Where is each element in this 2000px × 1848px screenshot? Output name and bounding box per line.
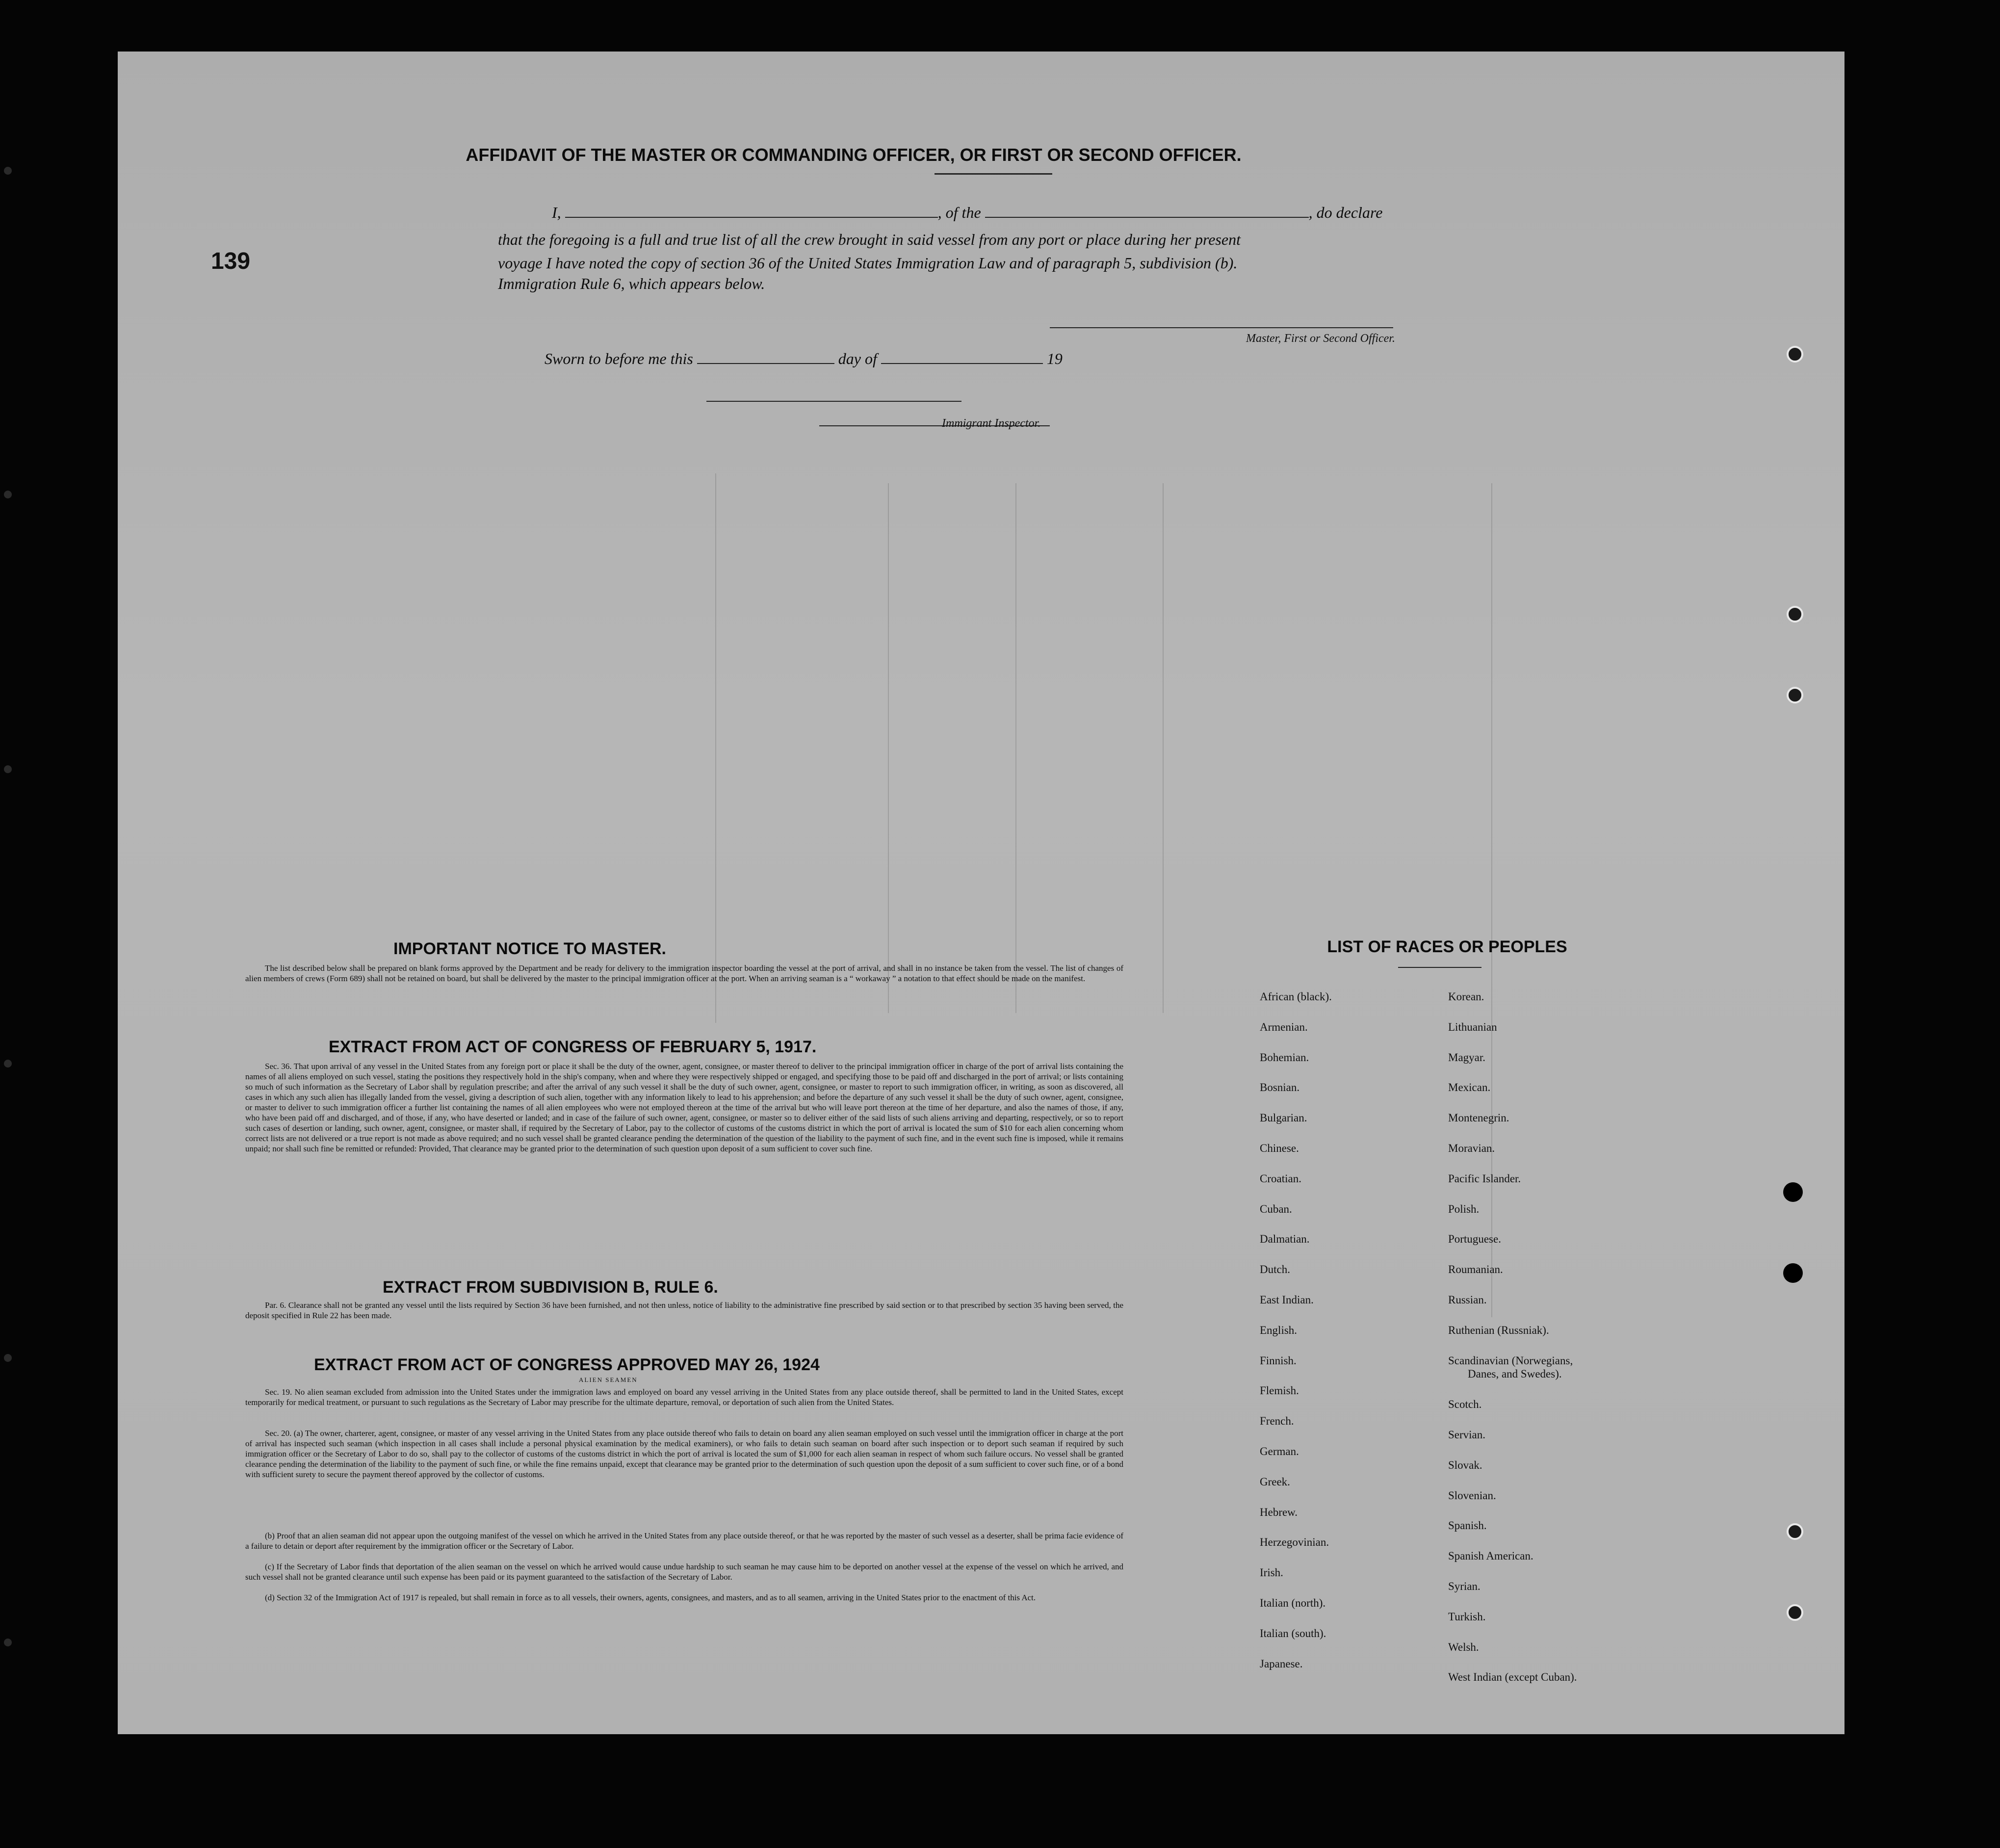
- race-item: Danes, and Swedes).: [1468, 1368, 1562, 1380]
- document-sheet: [118, 52, 1844, 1734]
- year-label: 19: [1046, 350, 1063, 367]
- race-item: Slovak.: [1448, 1458, 1482, 1471]
- race-item: Dutch.: [1260, 1263, 1290, 1276]
- bleed-through-text: [461, 434, 492, 549]
- race-item: Magyar.: [1448, 1051, 1486, 1064]
- race-item: Scandinavian (Norwegians,: [1448, 1354, 1573, 1367]
- race-item: Slovenian.: [1448, 1489, 1496, 1502]
- binding-hole: [4, 1639, 12, 1646]
- race-item: Irish.: [1260, 1566, 1283, 1579]
- affidavit-line-4: Immigration Rule 6, which appears below.: [498, 275, 765, 292]
- race-item: Finnish.: [1260, 1354, 1297, 1367]
- sworn-month-blank: [881, 352, 1043, 364]
- act-1917-title: EXTRACT FROM ACT OF CONGRESS OF FEBRUARY 5, 1917.: [329, 1038, 817, 1056]
- race-item: Italian (south).: [1260, 1627, 1326, 1640]
- bleed-column-line: [715, 473, 716, 1023]
- binding-hole: [4, 167, 12, 175]
- affidavit-declaration-line: [552, 204, 1382, 222]
- race-item: Servian.: [1448, 1428, 1486, 1441]
- punch-hole: [1787, 687, 1803, 703]
- title-underline: [935, 173, 1052, 175]
- rule-6-title: EXTRACT FROM SUBDIVISION B, RULE 6.: [383, 1278, 718, 1297]
- binding-hole: [4, 765, 12, 773]
- race-item: Flemish.: [1260, 1384, 1299, 1397]
- race-item: Pacific Islander.: [1448, 1172, 1521, 1185]
- race-item: Bohemian.: [1260, 1051, 1309, 1064]
- race-item: Polish.: [1448, 1202, 1480, 1215]
- race-item: Turkish.: [1448, 1610, 1486, 1623]
- master-signature-label: Master, First or Second Officer.: [1246, 332, 1395, 345]
- act-1924-sec-20c: (c) If the Secretary of Labor finds that deportation of the alien seaman on the vessel on which he arrived would cause undue hardship to such seaman he may cause him to be deported on another vessel at the expense of the vessel on which he arrived, and such vessel shall not be granted clearance until such expense has been paid or its payment guaranteed to the satisfaction of the Secretary of Labor.: [245, 1562, 1123, 1582]
- punch-hole: [1783, 1182, 1803, 1202]
- sworn-line: [545, 350, 1063, 368]
- race-item: Ruthenian (Russniak).: [1448, 1324, 1549, 1336]
- race-item: Italian (north).: [1260, 1596, 1326, 1609]
- race-item: Syrian.: [1448, 1580, 1481, 1592]
- race-item: Moravian.: [1448, 1142, 1495, 1154]
- race-item: Croatian.: [1260, 1172, 1301, 1185]
- notice-text: The list described below shall be prepared on blank forms approved by the Department and be ready for delivery to the immigration inspector boarding the vessel at the port of arrival, and shall in no instance be taken from the vessel. The list of changes of alien members of crews (Form 689) shall not be retained on board, but shall be delivered by the master to the principal immigration officer at the port. When an arriving seaman is a “ workaway ” a notation to that effect should be made on the manifest.: [245, 963, 1123, 983]
- race-item: Spanish American.: [1448, 1550, 1533, 1562]
- race-item: Spanish.: [1448, 1519, 1487, 1532]
- punch-hole: [1787, 1523, 1803, 1540]
- act-1924-sec-20a: Sec. 20. (a) The owner, charterer, agent, consignee, or master of any vessel arriving in the United States from any place outside thereof who fails to detain on board any alien seaman employed on such vessel until the immigration officer in charge at the port of arrival has inspected such seaman (which inspection in all cases shall include a personal physical examination by the medical examiners), or who fails to detain such seaman on board after such inspection or to deport such seaman if required by such immigration officer or the Secretary of Labor to do so, shall pay to the collector of customs of the customs district in which the port of arrival is located the sum of $1,000 for each alien seaman in respect of whom such failure occurs. No vessel shall be granted clearance pending the determination of the liability to the payment of such fine, or while the fine remains unpaid, except that clearance may be granted prior to the determination of such question upon the deposit of a sum sufficient to cover such fine, or of a bond with sufficient surety to secure the payment thereof approved by the collector of customs.: [245, 1429, 1123, 1479]
- race-item: Japanese.: [1260, 1657, 1303, 1670]
- act-1924-sec-20b: (b) Proof that an alien seaman did not appear upon the outgoing manifest of the vessel on which he arrived in the United States from any place outside thereof, or that he was reported by the master of such vessel as a deserter, shall be prima facie evidence of a failure to detain or deport after requirement by the immigration officer or the Secretary of Labor.: [245, 1531, 1123, 1551]
- race-item: Bosnian.: [1260, 1081, 1300, 1094]
- punch-hole: [1783, 1263, 1803, 1283]
- race-item: East Indian.: [1260, 1293, 1314, 1306]
- race-item: Herzegovinian.: [1260, 1536, 1329, 1549]
- race-item: Russian.: [1448, 1293, 1487, 1306]
- declarant-name-blank: [565, 206, 938, 218]
- races-title: LIST OF RACES OR PEOPLES: [1327, 937, 1567, 956]
- races-column-2: [1448, 991, 1635, 1702]
- affidavit-title: AFFIDAVIT OF THE MASTER OR COMMANDING OFFICER, OR FIRST OR SECOND OFFICER.: [466, 145, 1242, 165]
- act-1924-title: EXTRACT FROM ACT OF CONGRESS APPROVED MAY 26, 1924: [314, 1355, 820, 1374]
- race-item: Bulgarian.: [1260, 1112, 1307, 1124]
- race-item: Chinese.: [1260, 1142, 1299, 1154]
- race-item: Portuguese.: [1448, 1233, 1501, 1246]
- punch-hole: [1787, 1604, 1803, 1621]
- bleed-column-line: [1163, 483, 1164, 1013]
- of-the-label: , of the: [937, 204, 981, 221]
- punch-hole: [1787, 346, 1803, 363]
- page-number-stamp: 139: [211, 248, 251, 274]
- race-item: Hebrew.: [1260, 1506, 1298, 1518]
- race-item: French.: [1260, 1415, 1294, 1428]
- bleed-column-line: [1015, 483, 1016, 1013]
- affidavit-line-3: voyage I have noted the copy of section 36 of the United States Immigration Law and of paragraph 5, subdivision (b).: [498, 254, 1238, 272]
- do-declare-label: , do declare: [1308, 204, 1383, 221]
- race-item: Korean.: [1448, 990, 1484, 1003]
- race-item: African (black).: [1260, 990, 1332, 1003]
- act-1924-sec-19: Sec. 19. No alien seaman excluded from admission into the United States under the immigration laws and employed on board any vessel arriving in the United States from any place outside thereof, shall be permitted to land in the United States, except temporarily for medical treatment, or pursuant to such regulations as the Secretary of Labor may prescribe for the ultimate departure, removal, or deportation of such alien from the United States.: [245, 1387, 1123, 1407]
- race-item: Cuban.: [1260, 1202, 1292, 1215]
- race-item: Scotch.: [1448, 1398, 1482, 1411]
- punch-hole: [1787, 606, 1803, 623]
- bleed-column-line: [888, 483, 889, 1013]
- master-signature-line: [1050, 327, 1393, 328]
- vessel-name-blank: [985, 206, 1309, 218]
- race-item: German.: [1260, 1445, 1299, 1458]
- race-item: Lithuanian: [1448, 1020, 1497, 1033]
- race-item: English.: [1260, 1324, 1298, 1336]
- inspector-signature-line: [706, 401, 961, 402]
- races-underline: [1398, 967, 1481, 968]
- notice-title: IMPORTANT NOTICE TO MASTER.: [393, 939, 666, 958]
- declarant-label: I,: [552, 204, 561, 221]
- inspector-signature-label: Immigrant Inspector.: [942, 417, 1041, 430]
- sworn-label: Sworn to before me this: [545, 350, 693, 367]
- race-item: Montenegrin.: [1448, 1112, 1509, 1124]
- binding-hole: [4, 1354, 12, 1362]
- race-item: Roumanian.: [1448, 1263, 1503, 1276]
- act-1924-sec-20d: (d) Section 32 of the Immigration Act of 1917 is repealed, but shall remain in force as to all vessels, their owners, agents, consignees, and masters, and as to all seamen, arriving in the United States prior to the enactment of this Act.: [265, 1593, 1036, 1602]
- rule-6-text: Par. 6. Clearance shall not be granted any vessel until the lists required by Section 36 have been furnished, and not then unless, notice of liability to the administrative fine prescribed by said section or to that prescribed by section 35 having been served, the deposit specified in Rule 22 has been made.: [245, 1301, 1123, 1320]
- race-item: Mexican.: [1448, 1081, 1491, 1094]
- act-1917-text: Sec. 36. That upon arrival of any vessel in the United States from any foreign port or place it shall be the duty of the owner, agent, consignee, or master thereof to deliver to the principal immigration officer in charge of the port of arrival lists containing the names of all aliens employed on such vessel, stating the positions they respectively hold in the ship's company, when and where they were respectively shipped or engaged, and specifying those to be paid off and discharged in the port of arrival; or lists containing so much of such information as the Secretary of Labor shall by regulation prescribe; and after the arrival of any such vessel it shall be the duty of such owner, agent, consignee, or master to report to such immigration officer, in writing, as soon as discovered, all cases in which any such alien has illegally landed from the vessel, giving a description of such alien, together with any information likely to lead to his apprehension; and before the departure of any such vessel it shall be the duty of such owner, agent, consignee, or master to deliver to such immigration officer a further list containing the names of all alien employees who were not employed thereon at the time of the arrival but who will leave port thereon at the time of her departure, and also the names of those, if any, who have been paid off and discharged, and of those, if any, who have deserted or landed; and in case of the failure of such owner, agent, consignee, or master so to deliver either of the said lists of such aliens arriving and departing, respectively, or so to report such cases of desertion or landing, such owner, agent, consignee, or master shall, if required by the Secretary of Labor, pay to the collector of customs of the customs district in which the port of arrival is located the sum of $10 for each alien concerning whom correct lists are not delivered or a true report is not made as above required; and no such vessel shall be granted clearance pending the determination of the question of the liability to the payment of such fine, and in the event such fine is imposed, while it remains unpaid; nor shall such fine be remitted or refunded: Provided, That clearance may be granted prior to the determination of such question upon deposit of a sum sufficient to cover such fine.: [245, 1062, 1123, 1153]
- affidavit-line-2: that the foregoing is a full and true list of all the crew brought in said vessel from any port or place during her present: [498, 231, 1241, 248]
- race-item: Dalmatian.: [1260, 1233, 1310, 1246]
- binding-hole: [4, 491, 12, 498]
- race-item: Greek.: [1260, 1475, 1290, 1488]
- act-1924-subtitle: ALIEN SEAMEN: [579, 1376, 638, 1383]
- races-column-1: [1260, 991, 1446, 1688]
- race-item: Armenian.: [1260, 1020, 1308, 1033]
- day-of-label: day of: [838, 350, 877, 367]
- race-item: Welsh.: [1448, 1640, 1479, 1653]
- binding-hole: [4, 1060, 12, 1067]
- race-item: West Indian (except Cuban).: [1448, 1671, 1577, 1684]
- sworn-day-blank: [697, 352, 834, 364]
